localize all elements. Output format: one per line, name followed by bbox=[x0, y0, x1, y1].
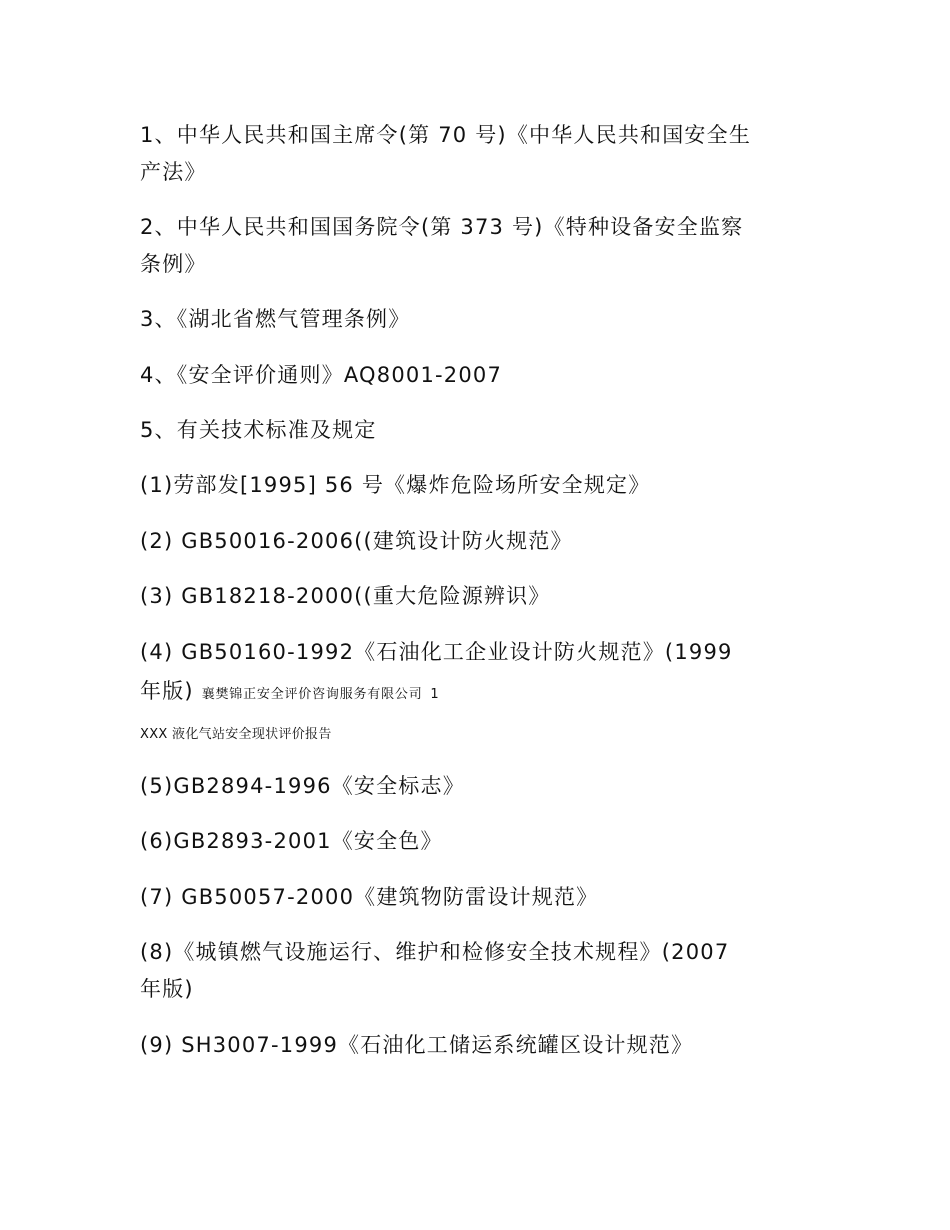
standard-line-4-tail: 年版) bbox=[140, 679, 194, 703]
standard-line-4: (4) GB50160-1992《石油化工企业设计防火规范》(1999 bbox=[140, 640, 733, 664]
standard-line-8: (8)《城镇燃气设施运行、维护和检修安全技术规程》(2007 bbox=[140, 940, 730, 964]
standard-line-3: (3) GB18218-2000((重大危险源辨识》 bbox=[140, 584, 551, 608]
reference-line-5: 5、有关技术标准及规定 bbox=[140, 418, 377, 442]
footer-page-number: 1 bbox=[430, 687, 440, 702]
standard-line-2: (2) GB50016-2006((建筑设计防火规范》 bbox=[140, 529, 573, 553]
standard-line-6: (6)GB2893-2001《安全色》 bbox=[140, 829, 443, 853]
standard-line-4-cont bbox=[140, 673, 439, 713]
reference-line-1: 1、中华人民共和国主席令(第 70 号)《中华人民共和国安全生 bbox=[140, 123, 752, 147]
standard-line-1: (1)劳部发[1995] 56 号《爆炸危险场所安全规定》 bbox=[140, 473, 651, 497]
standard-line-8-cont: 年版) bbox=[140, 977, 194, 1001]
page-header-title: XXX 液化气站安全现状评价报告 bbox=[140, 727, 332, 742]
reference-line-3: 3、《湖北省燃气管理条例》 bbox=[140, 307, 411, 331]
standard-line-9: (9) SH3007-1999《石油化工储运系统罐区设计规范》 bbox=[140, 1033, 694, 1057]
standard-line-7: (7) GB50057-2000《建筑物防雷设计规范》 bbox=[140, 885, 599, 909]
reference-line-1-cont: 产法》 bbox=[140, 160, 207, 184]
reference-line-2-cont: 条例》 bbox=[140, 252, 207, 276]
footer-company: 襄樊锦正安全评价咨询服务有限公司 bbox=[201, 687, 423, 702]
reference-line-4: 4、《安全评价通则》AQ8001-2007 bbox=[140, 363, 503, 387]
standard-line-5: (5)GB2894-1996《安全标志》 bbox=[140, 774, 465, 798]
reference-line-2: 2、中华人民共和国国务院令(第 373 号)《特种设备安全监察 bbox=[140, 215, 744, 239]
